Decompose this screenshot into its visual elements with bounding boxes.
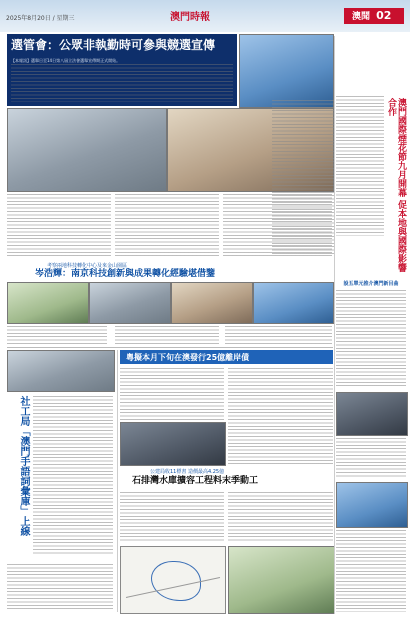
festival-photo-night bbox=[336, 392, 408, 436]
section-rule bbox=[7, 347, 333, 348]
labour-body-2 bbox=[7, 564, 113, 610]
labour-story bbox=[7, 350, 115, 612]
construction-body-2 bbox=[228, 492, 333, 542]
construction-map bbox=[120, 546, 226, 614]
lead-body-col1 bbox=[7, 194, 111, 258]
lead-photo-main bbox=[239, 34, 334, 108]
science-story bbox=[7, 262, 332, 344]
labour-headline: 社工局「澳門手語詞彙庫」上線 bbox=[18, 396, 29, 536]
section-name: 澳聞 bbox=[352, 12, 371, 22]
construction-headline: 石排灣水庫擴容工程料末季動工 bbox=[132, 476, 259, 486]
paper-name: 澳門時報 bbox=[170, 12, 210, 23]
science-photo-1 bbox=[7, 282, 89, 324]
property-body-1 bbox=[120, 368, 224, 420]
right-col-body bbox=[272, 100, 334, 255]
science-kicker: 考察兩地科技轉化中心及來金山園區 bbox=[47, 263, 128, 269]
lead-headline: 選管會：公眾非執勤時可參與競選宣傳 bbox=[11, 38, 216, 52]
lead-intro-body bbox=[11, 64, 233, 102]
labour-photo bbox=[7, 350, 115, 392]
reservoir-shape bbox=[151, 561, 201, 601]
column-rule-left bbox=[117, 350, 118, 612]
science-photo-2 bbox=[89, 282, 171, 324]
right-photo-group bbox=[336, 482, 408, 528]
science-body-3 bbox=[225, 326, 332, 344]
festival-body-top bbox=[336, 96, 384, 236]
masthead bbox=[0, 0, 410, 32]
column-rule-right bbox=[334, 36, 335, 614]
festival-headline: 澳門國際煙花節九月開幕 促本地與國際影響合作 bbox=[386, 98, 406, 273]
science-headline: 岑浩輝：南京科技創新與成果轉化經驗堪借鑒 bbox=[35, 269, 216, 279]
lead-photo-meeting bbox=[7, 108, 167, 192]
science-body-2 bbox=[115, 326, 219, 344]
science-body-1 bbox=[7, 326, 107, 344]
science-photo-4 bbox=[253, 282, 334, 324]
lead-body-col2 bbox=[115, 194, 219, 258]
property-body-2 bbox=[228, 368, 333, 464]
lead-intro: 【本報訊】選舉日至14日第八屆立法會選舉宣傳期正式開始。 bbox=[11, 58, 121, 63]
lead-banner bbox=[7, 34, 237, 106]
property-photo bbox=[120, 422, 226, 466]
page-number: 02 bbox=[376, 9, 392, 22]
science-photo-3 bbox=[171, 282, 253, 324]
festival-body-bottom bbox=[336, 290, 406, 388]
issue-date: 2025年8月20日 / 星期三 bbox=[6, 15, 75, 22]
festival-story bbox=[336, 34, 406, 390]
property-banner bbox=[120, 350, 333, 364]
construction-story bbox=[120, 468, 333, 614]
labour-body-1 bbox=[33, 396, 113, 556]
festival-body-end bbox=[336, 438, 406, 478]
construction-body-1 bbox=[120, 492, 224, 542]
construction-kicker: 公建局收11標書 造價最高4.25億 bbox=[150, 469, 225, 475]
construction-photo bbox=[228, 546, 335, 614]
right-bottom-body bbox=[336, 530, 406, 612]
section-tag bbox=[344, 8, 404, 24]
property-story bbox=[120, 350, 333, 465]
property-headline: 粵擬本月下旬在澳發行25億離岸債 bbox=[126, 353, 250, 362]
festival-subhead: 設五單元推介澳門新目曲 bbox=[343, 281, 399, 287]
